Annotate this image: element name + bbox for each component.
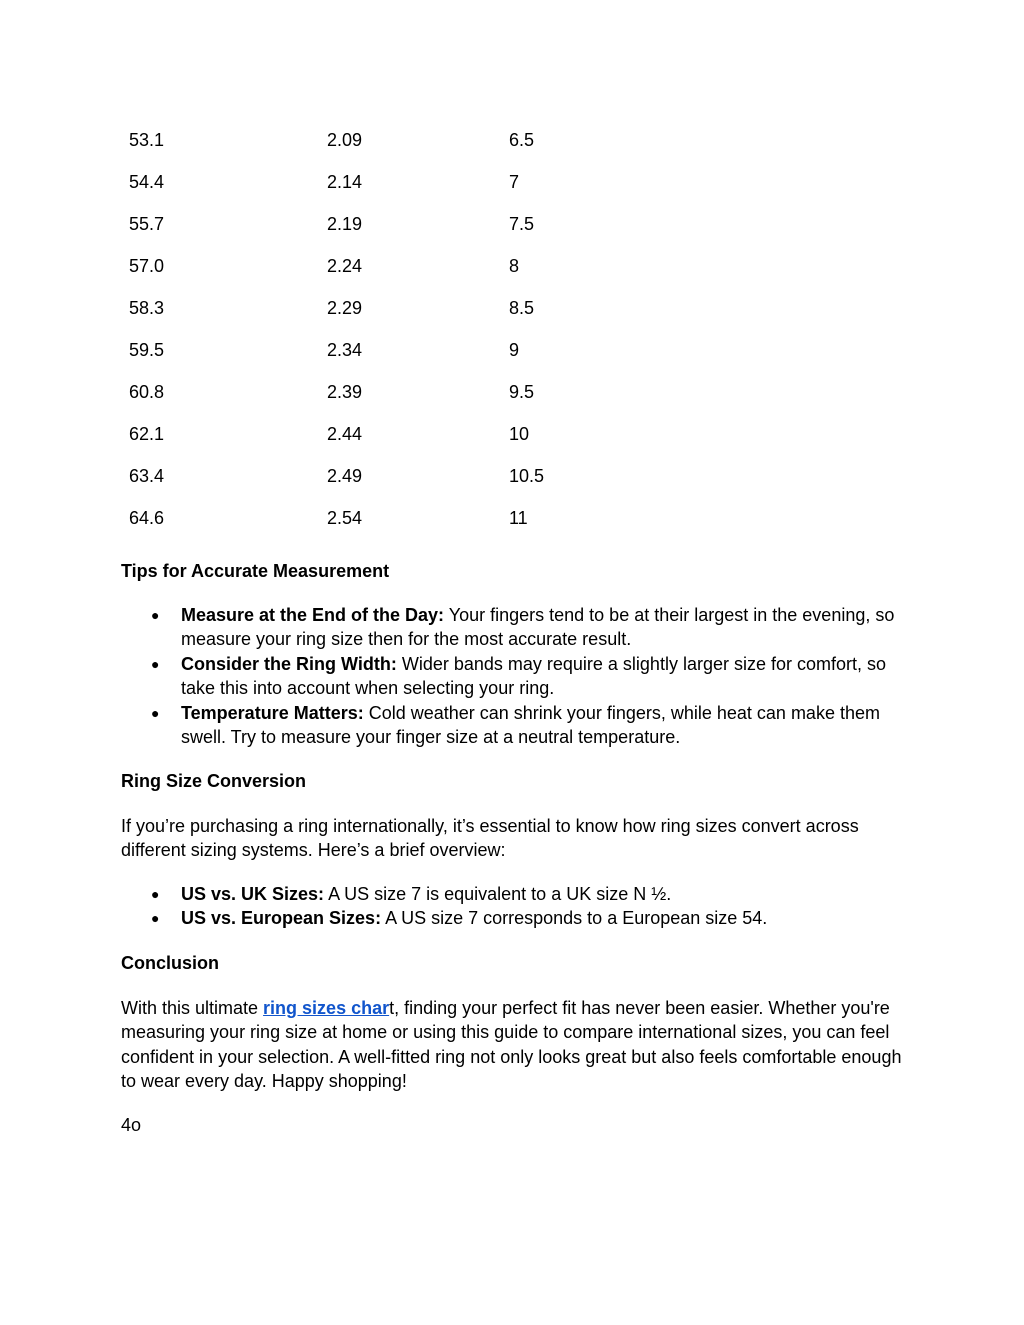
conversion-term: US vs. European Sizes: [181,908,382,929]
table-cell-us-size: 9.5 [509,382,535,402]
conclusion-paragraph [121,996,911,1094]
table-cell-inches: 2.24 [327,256,363,276]
list-item [121,652,921,701]
tip-term: Temperature Matters: [181,702,364,723]
table-cell-diameter: 55.7 [129,214,165,234]
table-row [129,169,689,211]
table-cell-diameter: 58.3 [129,298,165,318]
table-cell-us-size: 7.5 [509,214,535,234]
bullet-icon: ● [151,655,160,672]
list-item [121,603,921,652]
footer-note: 4o [121,1115,142,1135]
list-item [121,701,921,750]
conclusion-text-after-link: t, finding your perfect fit has never been easier. Whether you're measuring your ring size at home or using this guide to compare international sizes, you can feel confident in your selection. A well-fitted ring not only looks great but also feels comfortable enough to wear every day. Happy shopping! [121,998,902,1092]
tip-text: Cold weather can shrink your fingers, while heat can make them swell. Try to measure your finger size at a neutral temperature. [181,702,880,748]
conclusion-heading: Conclusion [121,953,219,973]
table-row [129,505,689,547]
table-cell-inches: 2.34 [327,340,363,360]
table-cell-us-size: 9 [509,340,520,360]
table-row [129,337,689,379]
tips-heading: Tips for Accurate Measurement [121,561,390,581]
conversion-text: A US size 7 is equivalent to a UK size N ½. [324,884,672,904]
conversion-text: A US size 7 corresponds to a European size 54. [381,908,768,929]
tip-text: Your fingers tend to be at their largest in the evening, so measure your ring size then for the most accurate result. [181,605,895,650]
table-cell-inches: 2.29 [327,298,363,318]
list-item [121,906,921,930]
table-row [129,127,689,169]
list-item [121,882,921,906]
table-row [129,211,689,253]
table-row [129,379,689,421]
table-cell-us-size: 10.5 [509,466,545,486]
bullet-icon: ● [151,704,160,721]
ring-size-table [129,127,689,547]
table-cell-us-size: 7 [509,172,520,192]
table-row [129,421,689,463]
table-cell-diameter: 53.1 [129,130,165,150]
table-cell-diameter: 57.0 [129,256,165,276]
table-cell-diameter: 64.6 [129,508,165,528]
bullet-icon: ● [151,886,160,902]
table-cell-inches: 2.09 [327,130,363,150]
bullet-icon: ● [151,910,160,927]
table-cell-us-size: 10 [509,424,530,444]
tip-term: Measure at the End of the Day: [181,605,445,625]
table-row [129,463,689,505]
table-cell-diameter: 63.4 [129,466,165,486]
table-cell-diameter: 54.4 [129,172,165,192]
ring-sizes-chart-link[interactable]: ring sizes char [263,998,390,1018]
table-cell-inches: 2.14 [327,172,363,192]
table-cell-inches: 2.54 [327,508,363,528]
bullet-icon: ● [151,607,160,623]
tip-term: Consider the Ring Width: [181,653,397,674]
conclusion-text-before-link: With this ultimate [121,998,264,1018]
table-cell-us-size: 8 [509,256,520,276]
table-cell-diameter: 60.8 [129,382,165,402]
conversion-list [121,882,921,931]
tips-list [121,603,921,749]
table-cell-diameter: 62.1 [129,424,165,444]
table-cell-inches: 2.44 [327,424,363,444]
table-cell-us-size: 11 [509,508,528,528]
table-cell-inches: 2.39 [327,382,363,402]
table-cell-us-size: 8.5 [509,298,535,318]
table-cell-inches: 2.49 [327,466,363,486]
table-row [129,295,689,337]
table-cell-us-size: 6.5 [509,130,535,150]
conversion-intro: If you’re purchasing a ring internationally, it’s essential to know how ring sizes convert across different sizing systems. Here’s a brief overview: [121,816,859,861]
table-cell-diameter: 59.5 [129,340,165,360]
conversion-heading: Ring Size Conversion [121,771,307,791]
table-row [129,253,689,295]
tip-text: Wider bands may require a slightly larger size for comfort, so take this into account when selecting your ring. [181,653,887,699]
conversion-term: US vs. UK Sizes: [181,884,325,904]
table-cell-inches: 2.19 [327,214,363,234]
